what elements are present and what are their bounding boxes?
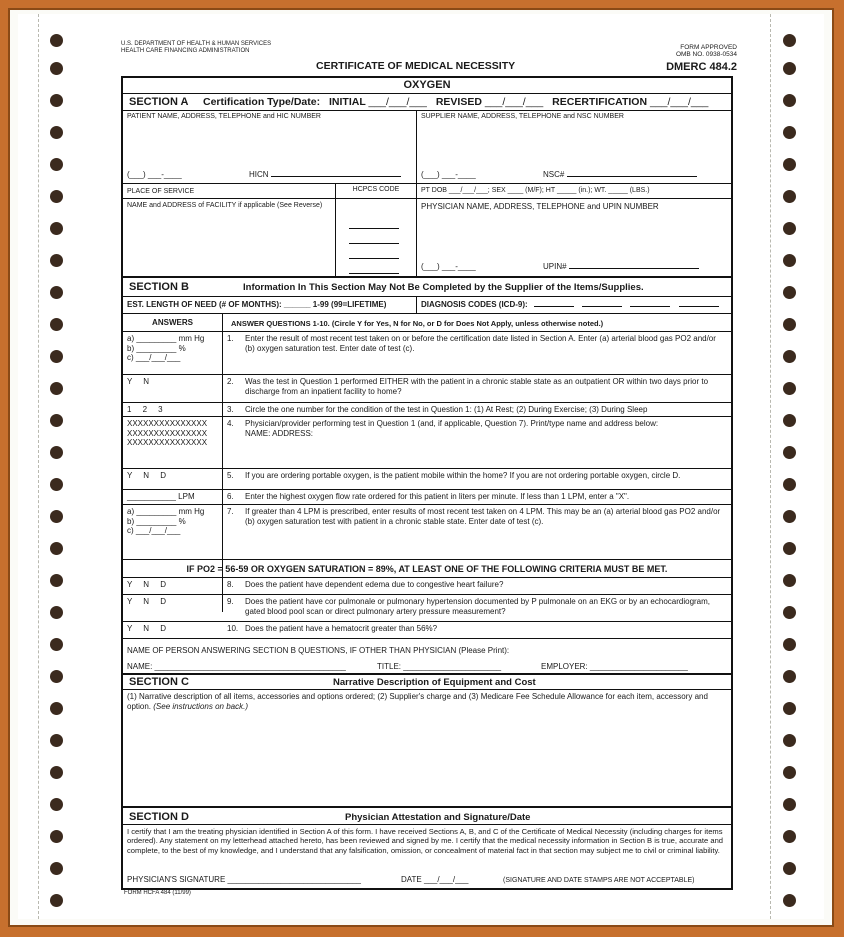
answer-cell[interactable]: ___________ LPM	[127, 492, 195, 501]
place-of-service-label: PLACE OF SERVICE	[127, 188, 195, 195]
person-answering-label: NAME OF PERSON ANSWERING SECTION B QUESTIONS, IF OTHER THAN PHYSICIAN (Please Print):	[127, 646, 510, 655]
person-title-field[interactable]: TITLE: ______________________	[377, 662, 502, 671]
person-name-field[interactable]: NAME: ___________________________________________	[127, 662, 346, 671]
row-divider	[123, 621, 731, 622]
feed-hole	[783, 94, 796, 107]
feed-hole	[783, 478, 796, 491]
feed-hole	[783, 830, 796, 843]
question-text: Circle the one number for the condition of the test in Question 1: (1) At Rest; (2) During Exercise; (3) During Sleep	[245, 405, 648, 414]
question-number: 1.	[227, 334, 234, 343]
feed-hole	[50, 766, 63, 779]
physician-phone[interactable]: (___) ___-____	[421, 262, 476, 271]
feed-hole	[50, 254, 63, 267]
certification-type-row: Certification Type/Date: INITIAL ___/___/___ REVISED ___/___/___ RECERTIFICATION ___/___/___	[203, 96, 709, 108]
feed-hole	[50, 702, 63, 715]
feed-hole	[783, 798, 796, 811]
feed-hole	[50, 350, 63, 363]
answer-cell[interactable]: Y N D	[127, 580, 166, 589]
feed-hole	[50, 34, 63, 47]
feed-hole	[783, 254, 796, 267]
section-d-heading: SECTION D	[129, 811, 189, 823]
answer-cell[interactable]: Y N D	[127, 624, 166, 633]
answer-cell[interactable]: a) _________ mm Hg b) _________ % c) ___/___/___	[127, 507, 205, 536]
feed-hole	[50, 190, 63, 203]
feed-hole	[783, 126, 796, 139]
feed-hole	[50, 894, 63, 907]
criteria-banner: IF PO2 = 56-59 OR OXYGEN SATURATION = 89%, AT LEAST ONE OF THE FOLLOWING CRITERIA MUST BE MET.	[186, 564, 668, 574]
facility-label: NAME and ADDRESS of FACILITY if applicable (See Reverse)	[127, 202, 323, 209]
physician-signature-field[interactable]: PHYSICIAN'S SIGNATURE ______________________________	[127, 875, 361, 884]
form-approved: FORM APPROVED OMB NO. 0938-0534	[675, 44, 737, 59]
question-number: 7.	[227, 507, 234, 516]
question-number: 3.	[227, 405, 234, 414]
tear-line-right	[770, 14, 771, 919]
row-divider	[123, 468, 731, 469]
section-c-instructions: (1) Narrative description of all items, accessories and options ordered; (2) Supplier's charge and (3) Medicare Fee Schedule Allowance for each item, accessory and option. (See instructions on back.)	[127, 692, 708, 711]
form-title: CERTIFICATE OF MEDICAL NECESSITY	[316, 60, 516, 72]
answer-cell[interactable]: a) _________ mm Hg b) _________ % c) ___/___/___	[127, 334, 205, 363]
row-divider	[123, 638, 731, 639]
feed-hole	[783, 34, 796, 47]
question-text: Physician/provider performing test in Question 1 (and, if applicable, Question 7). Print/type name and address below: NAME: ADDRESS:	[245, 419, 659, 438]
question-text: Does the patient have cor pulmonale or pulmonary hypertension documented by P pulmonale on an EKG or by an echocardiogram, gated blood pool scan or direct pulmonary artery pressure measurement?	[245, 597, 711, 616]
feed-hole	[50, 382, 63, 395]
question-text: Was the test in Question 1 performed EITHER with the patient in a chronic stable state as an outpatient OR within two days prior to discharge from an inpatient facility to home?	[245, 377, 709, 396]
answer-cell[interactable]: 1 2 3	[127, 405, 163, 414]
question-number: 5.	[227, 471, 234, 480]
feed-hole	[783, 190, 796, 203]
feed-hole	[50, 542, 63, 555]
physician-label: PHYSICIAN NAME, ADDRESS, TELEPHONE and UPIN NUMBER	[421, 202, 659, 211]
feed-hole	[50, 62, 63, 75]
feed-hole	[50, 606, 63, 619]
patient-phone[interactable]: (___) ___-____	[127, 170, 182, 179]
feed-hole	[50, 94, 63, 107]
patient-label: PATIENT NAME, ADDRESS, TELEPHONE and HIC NUMBER	[127, 113, 321, 120]
patient-demographics: PT DOB ___/___/___; SEX ____ (M/F); HT _____ (in.); WT. _____ (LBS.)	[421, 187, 650, 194]
feed-hole	[783, 894, 796, 907]
feed-hole	[783, 702, 796, 715]
feed-hole	[783, 510, 796, 523]
question-number: 2.	[227, 377, 234, 386]
supplier-label: SUPPLIER NAME, ADDRESS, TELEPHONE and NSC NUMBER	[421, 113, 624, 120]
feed-hole	[783, 670, 796, 683]
feed-hole	[783, 158, 796, 171]
hicn-label: HICN	[249, 170, 401, 180]
feed-hole	[50, 830, 63, 843]
feed-hole	[783, 414, 796, 427]
signature-date-field[interactable]: DATE ___/___/___	[401, 875, 469, 884]
form-subtitle: OXYGEN	[403, 79, 451, 91]
section-b-heading: SECTION B	[129, 281, 189, 293]
form-number: FORM HCFA 484 (11/99)	[124, 890, 191, 896]
answer-cell[interactable]: Y N	[127, 377, 150, 386]
section-c-heading: SECTION C	[129, 676, 189, 688]
nsc-label: NSC#	[543, 170, 697, 180]
feed-hole	[50, 414, 63, 427]
question-text: Does the patient have a hematocrit greater than 56%?	[245, 624, 438, 633]
attestation-text: I certify that I am the treating physician identified in Section A of this form. I have received Sections A, B, and C of the Certificate of Medical Necessity (including charges for items ordered). Any statement on my letterhead attached hereto, has been reviewed and signed by me. I certify that the medical necessity information in Section B is true, accurate and complete, to the best of my knowledge, and I understand that any falsification, omission, or concealment of material fact in that section may subject me to civil or criminal liability.	[127, 827, 724, 855]
row-divider	[123, 489, 731, 490]
hcpcs-label: HCPCS CODE	[352, 186, 400, 193]
row-divider	[123, 374, 731, 375]
question-text: Enter the highest oxygen flow rate ordered for this patient in liters per minute. If less than 1 LPM, enter a "X".	[245, 492, 630, 501]
feed-hole	[783, 222, 796, 235]
feed-hole	[783, 446, 796, 459]
section-a-heading: SECTION A	[129, 96, 189, 108]
question-text: Enter the result of most recent test taken on or before the certification date listed in Section A. Enter (a) arterial blood gas PO2 and/or (b) oxygen saturation test. Enter date of test (c).	[245, 334, 716, 353]
feed-hole	[50, 510, 63, 523]
criteria-divider	[123, 577, 731, 578]
dmerc-number: DMERC 484.2	[666, 61, 737, 73]
feed-hole	[50, 318, 63, 331]
feed-hole	[50, 222, 63, 235]
row-divider	[123, 559, 731, 560]
section-b-note: Information In This Section May Not Be Completed by the Supplier of the Items/Supplies.	[243, 282, 644, 293]
certificate-form	[121, 76, 733, 890]
length-of-need[interactable]: EST. LENGTH OF NEED (# OF MONTHS): ______ 1-99 (99=LIFETIME)	[127, 300, 387, 309]
answer-cell[interactable]: Y N D	[127, 597, 166, 606]
question-number: 9.	[227, 597, 234, 606]
feed-hole	[50, 446, 63, 459]
person-employer-field[interactable]: EMPLOYER: ______________________	[541, 662, 688, 671]
stamp-note: (SIGNATURE AND DATE STAMPS ARE NOT ACCEPTABLE)	[503, 877, 695, 884]
row-divider	[123, 402, 731, 403]
feed-hole	[50, 574, 63, 587]
supplier-phone[interactable]: (___) ___-____	[421, 170, 476, 179]
feed-hole	[783, 382, 796, 395]
feed-hole	[50, 734, 63, 747]
hcpcs-code-blanks[interactable]	[349, 214, 399, 274]
questions-header: ANSWER QUESTIONS 1-10. (Circle Y for Yes, N for No, or D for Does Not Apply, unless otherwise noted.)	[231, 319, 604, 328]
feed-hole	[783, 350, 796, 363]
feed-hole	[783, 606, 796, 619]
feed-hole	[783, 862, 796, 875]
upin-label: UPIN#	[543, 262, 699, 272]
question-text: Does the patient have dependent edema due to congestive heart failure?	[245, 580, 504, 589]
diagnosis-codes[interactable]: DIAGNOSIS CODES (ICD-9):	[421, 300, 719, 309]
question-number: 6.	[227, 492, 234, 501]
row-divider	[123, 504, 731, 505]
tear-line-left	[38, 14, 39, 919]
question-number: 4.	[227, 419, 234, 428]
agency-name: U.S. DEPARTMENT OF HEALTH & HUMAN SERVICES HEALTH CARE FINANCING ADMINISTRATION	[121, 41, 272, 54]
feed-hole	[50, 862, 63, 875]
feed-hole	[783, 574, 796, 587]
row-divider	[123, 594, 731, 595]
feed-hole	[783, 62, 796, 75]
row-divider	[123, 416, 731, 417]
feed-hole	[50, 638, 63, 651]
section-c-title: Narrative Description of Equipment and Cost	[333, 677, 536, 688]
answers-header: ANSWERS	[152, 318, 193, 327]
feed-hole	[783, 638, 796, 651]
answer-cell[interactable]: Y N D	[127, 471, 166, 480]
feed-hole	[783, 318, 796, 331]
feed-hole	[50, 126, 63, 139]
question-number: 10.	[227, 624, 239, 633]
answer-cell[interactable]: XXXXXXXXXXXXXXX XXXXXXXXXXXXXXX XXXXXXXXXXXXXXX	[127, 419, 208, 448]
feed-hole	[50, 478, 63, 491]
feed-hole	[783, 542, 796, 555]
feed-hole	[50, 798, 63, 811]
feed-hole	[783, 734, 796, 747]
question-number: 8.	[227, 580, 234, 589]
feed-hole	[783, 766, 796, 779]
question-text: If greater than 4 LPM is prescribed, enter results of most recent test taken on 4 LPM. This may be an (a) arterial blood gas PO2 and/or (b) oxygen saturation test with patient in a chronic stable state. Enter date of test (c).	[245, 507, 721, 526]
feed-hole	[783, 286, 796, 299]
section-d-title: Physician Attestation and Signature/Date	[345, 812, 531, 823]
question-text: If you are ordering portable oxygen, is the patient mobile within the home? If you are not ordering portable oxygen, circle D.	[245, 471, 681, 480]
feed-hole	[50, 670, 63, 683]
feed-hole	[50, 158, 63, 171]
feed-hole	[50, 286, 63, 299]
section-c-narrative-area[interactable]	[123, 718, 731, 806]
